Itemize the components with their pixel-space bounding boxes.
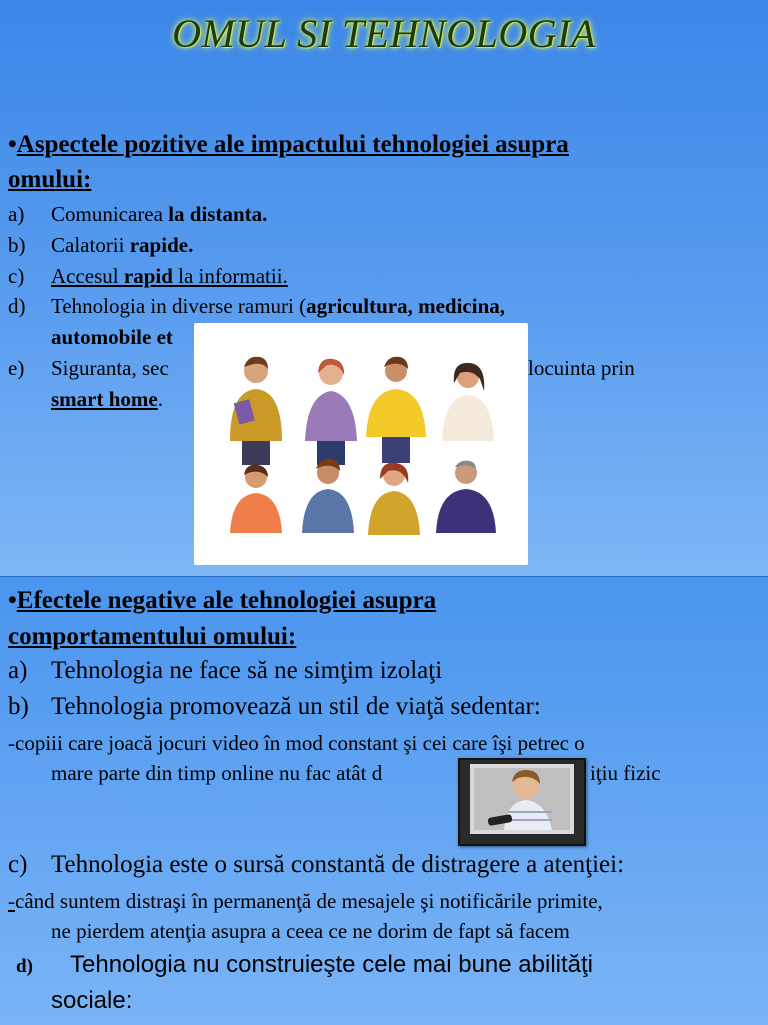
item-label: a) [8, 657, 28, 684]
item-label: b) [8, 233, 26, 257]
item-text: când suntem distraşi în permanenţă de mesajele şi notificările primite, [15, 889, 603, 913]
dash: - [8, 889, 15, 913]
list-item-d [8, 294, 506, 319]
item-label: d) [16, 956, 33, 977]
list-item-e [8, 356, 169, 381]
item-text: Comunicarea [51, 202, 169, 226]
people-phones-icon [194, 323, 528, 565]
item-label: e) [8, 356, 25, 380]
item-label: c) [8, 264, 25, 288]
list-item-e-right: locuinta prin [528, 356, 635, 380]
negative-item-a [8, 657, 443, 685]
list-item-c [8, 264, 288, 289]
negative-heading-line2: comportamentului omului: [8, 623, 297, 650]
item-link[interactable] [51, 264, 288, 289]
item-text: Tehnologia nu construieşte cele mai bune abilităţi [70, 951, 593, 978]
slide-negative [0, 576, 768, 1025]
slide-title: OMUL SI TEHNOLOGIA [172, 11, 596, 56]
item-text: Siguranta, sec [51, 356, 169, 380]
negative-b-detail-line1: -copiii care joacă jocuri video în mod constant şi cei care îşi petrec o [8, 731, 585, 755]
negative-b-detail-line2-left: mare parte din timp online nu fac atât d [51, 761, 383, 785]
item-bold: rapide. [129, 233, 194, 257]
item-label: d) [8, 294, 26, 318]
positive-heading-line2: omului: [8, 166, 92, 193]
item-bold: rapid [123, 264, 173, 288]
positive-heading-line1 [8, 131, 569, 159]
item-label: b) [8, 693, 29, 720]
people-phones-illustration [194, 323, 528, 565]
item-bold: agricultura, medicina, [306, 294, 506, 318]
item-label: c) [8, 851, 28, 878]
negative-item-c [8, 851, 625, 879]
item-text: Accesul [51, 264, 124, 288]
list-item-b [8, 233, 194, 258]
list-item-d-line2: automobile et [51, 325, 173, 349]
heading-text: Efectele negative ale tehnologiei asupra [16, 587, 437, 614]
heading-text: Aspectele pozitive ale impactului tehnologiei asupra [16, 131, 569, 158]
item-text: Tehnologia promovează un stil de viaţă sedentar: [51, 693, 541, 720]
item-text: Tehnologia in diverse ramuri ( [51, 294, 307, 318]
bullet: • [8, 131, 17, 158]
item-text: Calatorii [51, 233, 130, 257]
item-bold: la distanta. [168, 202, 268, 226]
negative-item-d [16, 951, 593, 979]
negative-c-detail-line1 [8, 889, 603, 914]
bullet: • [8, 587, 17, 614]
list-item-a [8, 202, 268, 227]
negative-c-detail-line2: ne pierdem atenţia asupra a ceea ce ne dorim de fapt să facem [51, 919, 570, 943]
list-item-e-line2 [51, 387, 163, 412]
child-photo-icon [460, 760, 584, 844]
negative-b-detail-line2-right: iţiu fizic [590, 761, 661, 785]
negative-heading-line1 [8, 587, 436, 615]
item-bold: smart home [51, 387, 158, 411]
negative-item-b [8, 693, 541, 721]
item-text: la informatii. [172, 264, 288, 288]
negative-item-d-line2: sociale: [51, 987, 133, 1014]
item-text: . [157, 387, 163, 411]
item-text: Tehnologia ne face să ne simţim izolaţi [51, 657, 443, 684]
child-device-photo [458, 758, 586, 846]
item-text: Tehnologia este o sursă constantă de distragere a atenţiei: [51, 851, 625, 878]
item-label: a) [8, 202, 25, 226]
